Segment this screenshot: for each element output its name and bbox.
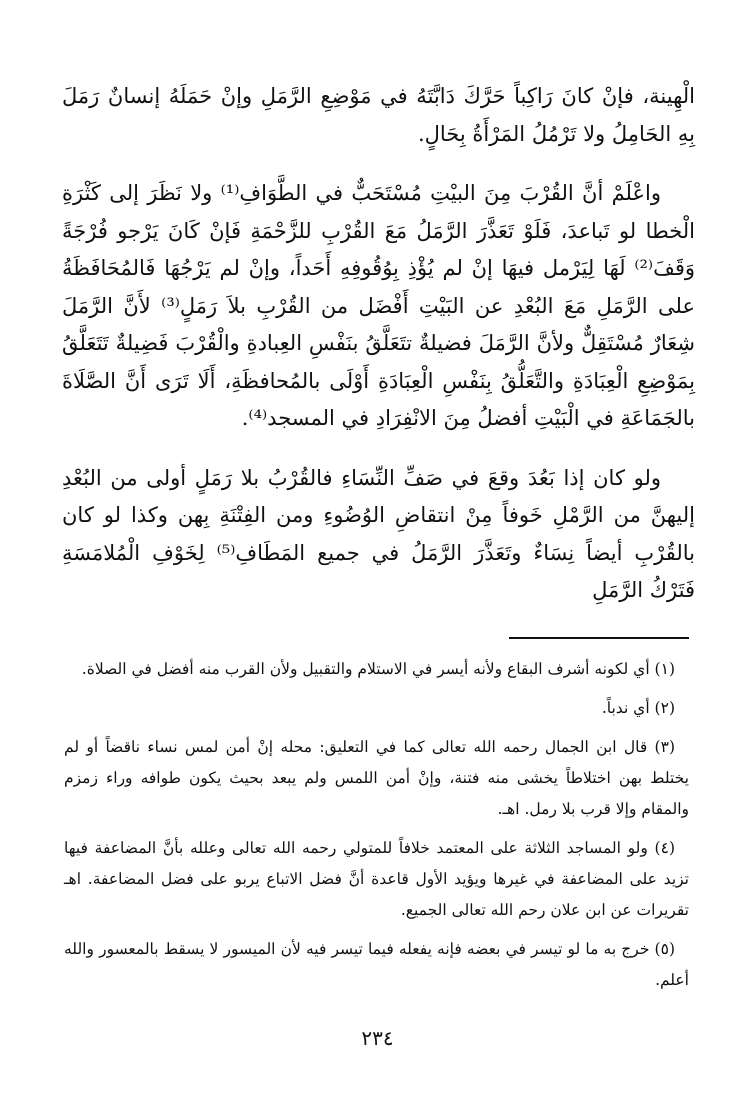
- main-paragraph: الْهِينة، فإنْ كانَ رَاكِباً حَرَّكَ دَابَّتَهُ في مَوْضِعِ الرَّمَلِ وإنْ حَمَلَهُ إنسانٌ رَمَلَ بِهِ الحَامِلُ ولا تَرْمُلُ المَرْأَةُ بِحَالٍ.: [62, 84, 695, 146]
- footnote: (١) أي لكونه أشرف البقاع ولأنه أيسر في الاستلام والتقبيل ولأن القرب منه أفضل في الصلاة.: [81, 660, 675, 678]
- footnotes: [64, 654, 689, 1004]
- main-text: [62, 78, 695, 610]
- main-paragraph: ولو كان إذا بَعُدَ وقعَ في صَفِّ النِّسَاءِ فالقُرْبُ بلا رَمَلٍ أولى من البُعْدِ إليهنَّ من الرَّمْلِ خَوفاً مِنْ انتقاضِ الوُضُوءِ ومن الفِتْنَةِ بِهن وكذا لو كان بالقُرْبِ أيضاً نِسَاءٌ وتَعَذَّرَ الرَّمَلُ في جميع المَطَافِ⁽⁵⁾ لِخَوْفِ الْمُلامَسَةِ فَتَرْكُ الرَّمَلِ: [62, 465, 695, 602]
- footnote: (٥) خرج به ما لو تيسر في بعضه فإنه يفعله فيما تيسر فيه لأن الميسور لا يسقط بالمعسور والله أعلم.: [64, 940, 689, 989]
- footnote-separator: [509, 637, 689, 639]
- footnote: (٢) أي ندباً.: [601, 699, 675, 717]
- footnote: (٣) قال ابن الجمال رحمه الله تعالى كما في التعليق: محله إنْ أمن لمس نساء ناقضاً أو لم يختلط بهن اختلاطاً يخشى منه فتنة، وإنْ أمن اللمس ولم يبعد بحيث يكون طوافه وراء زمزم والمقام وإلا قرب بلا رمل. اهـ.: [64, 738, 689, 818]
- page-number: ٢٣٤: [361, 1026, 394, 1050]
- main-paragraph: واعْلَمْ أنَّ القُرْبَ مِنَ البيْتِ مُسْتَحَبٌّ في الطَّوَافِ⁽¹⁾ ولا نَظَرَ إلى كَثْرَةِ الْخطا لو تَباعدَ، فَلَوْ تَعَذَّرَ الرَّمَلُ مَعَ القُرْبِ للزَّحْمَةِ فَإنْ كَانَ يَرْجو فُرْجَةً وَقَفَ⁽²⁾ لَهَا لِيَرْمل فيهَا إنْ لم يُؤْذِ بِوُقُوفِهِ أَحَداً، وإنْ لم يَرْجُهَا فَالمُحَافَظَةُ على الرَّمَلِ مَعَ البُعْدِ عن البَيْتِ أَفْضَل من القُرْبِ بلاَ رَمَلٍ⁽³⁾ لأَنَّ الرَّمَلَ شِعَارٌ مُسْتَقِلٌّ ولأنَّ الرَّمَلَ فضيلةٌ تتَعَلَّقُ بنَفْسِ العِبادةِ والْقُرْبَ فَضِيلةٌ تَتَعَلَّقُ بِمَوْضِعِ الْعِبَادَةِ والتَّعَلُّقُ بِنَفْسِ الْعِبَادَةِ أَوْلَى بالمُحافظَةِ، أَلَا تَرَى أَنَّ الصَّلَاةَ بالجَمَاعَةِ في الْبَيْتِ أفضلُ مِنَ الانْفِرَادِ في المسجد⁽⁴⁾.: [62, 181, 695, 430]
- footnote: (٤) ولو المساجد الثلاثة على المعتمد خلافاً للمتولي رحمه الله تعالى وعلله بأنَّ المضاعفة فيها تزيد على المضاعفة في غيرها ويؤيد الأول قاعدة أنَّ فضل الاتباع يربو على فضل المضاعفة. اهـ تقريرات عن ابن علان رحم الله تعالى الجميع.: [64, 839, 689, 919]
